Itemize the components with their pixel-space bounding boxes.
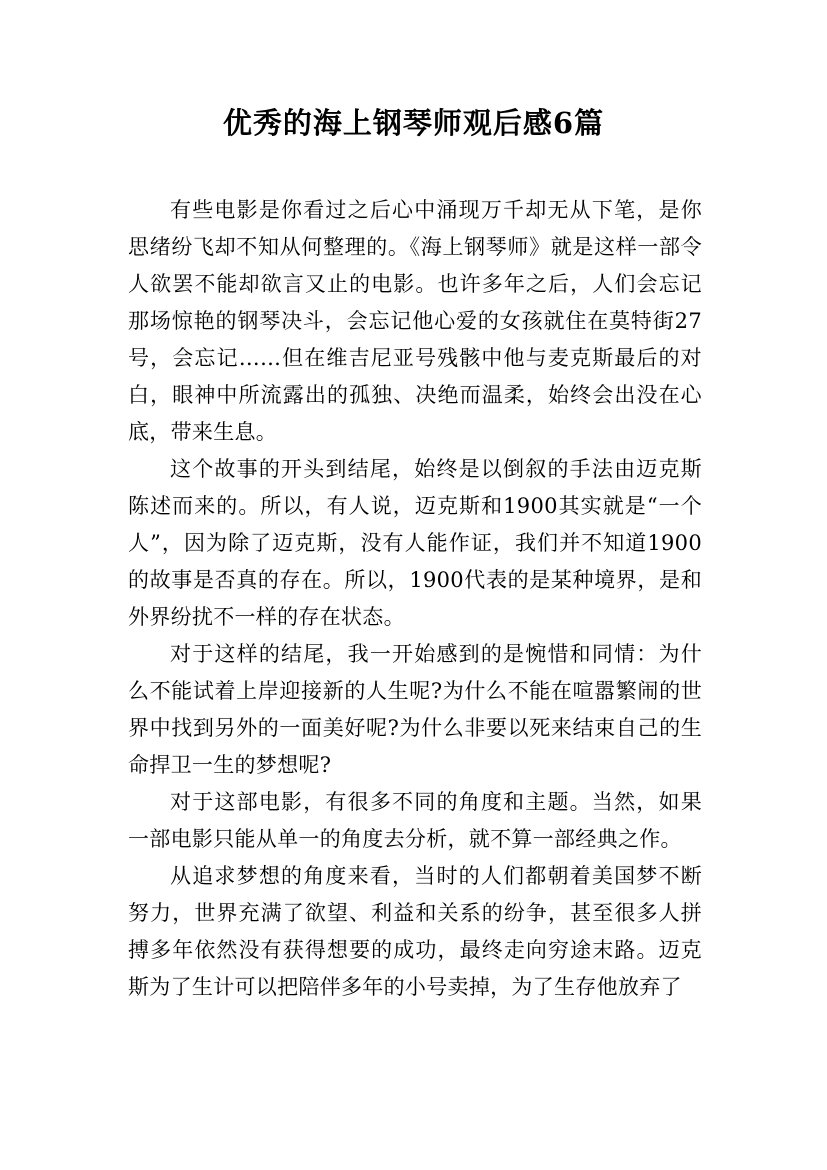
paragraph-5: 从追求梦想的角度来看，当时的人们都朝着美国梦不断努力，世界充满了欲望、利益和关系的纷争，甚至很多人拼搏多年依然没有获得想要的成功，最终走向穷途末路。迈克斯为了生计可以把陪伴多年的小号卖掉，为了生存他放弃了 (128, 864, 702, 999)
document-title: 优秀的海上钢琴师观后感6篇 (222, 106, 605, 140)
document-body (128, 192, 702, 1006)
paragraph-3: 对于这样的结尾，我一开始感到的是惋惜和同情：为什么不能试着上岸迎接新的人生呢?为什么不能在喧嚣繁闹的世界中找到另外的一面美好呢?为什么非要以死来结束自己的生命捍卫一生的梦想呢? (128, 642, 702, 777)
paragraph-1: 有些电影是你看过之后心中涌现万千却无从下笔，是你思绪纷飞却不知从何整理的。《海上钢琴师》就是这样一部令人欲罢不能却欲言又止的电影。也许多年之后，人们会忘记那场惊艳的钢琴决斗，会忘记他心爱的女孩就住在莫特街27号，会忘记……但在维吉尼亚号残骸中他与麦克斯最后的对白，眼神中所流露出的孤独、决绝而温柔，始终会出没在心底，带来生息。 (128, 198, 702, 444)
paragraph-2: 这个故事的开头到结尾，始终是以倒叙的手法由迈克斯陈述而来的。所以，有人说，迈克斯和1900其实就是“一个人”，因为除了迈克斯，没有人能作证，我们并不知道1900的故事是否真的存在。所以，1900代表的是某种境界，是和外界纷扰不一样的存在状态。 (128, 457, 702, 629)
paragraph-4: 对于这部电影，有很多不同的角度和主题。当然，如果一部电影只能从单一的角度去分析，就不算一部经典之作。 (128, 790, 702, 851)
